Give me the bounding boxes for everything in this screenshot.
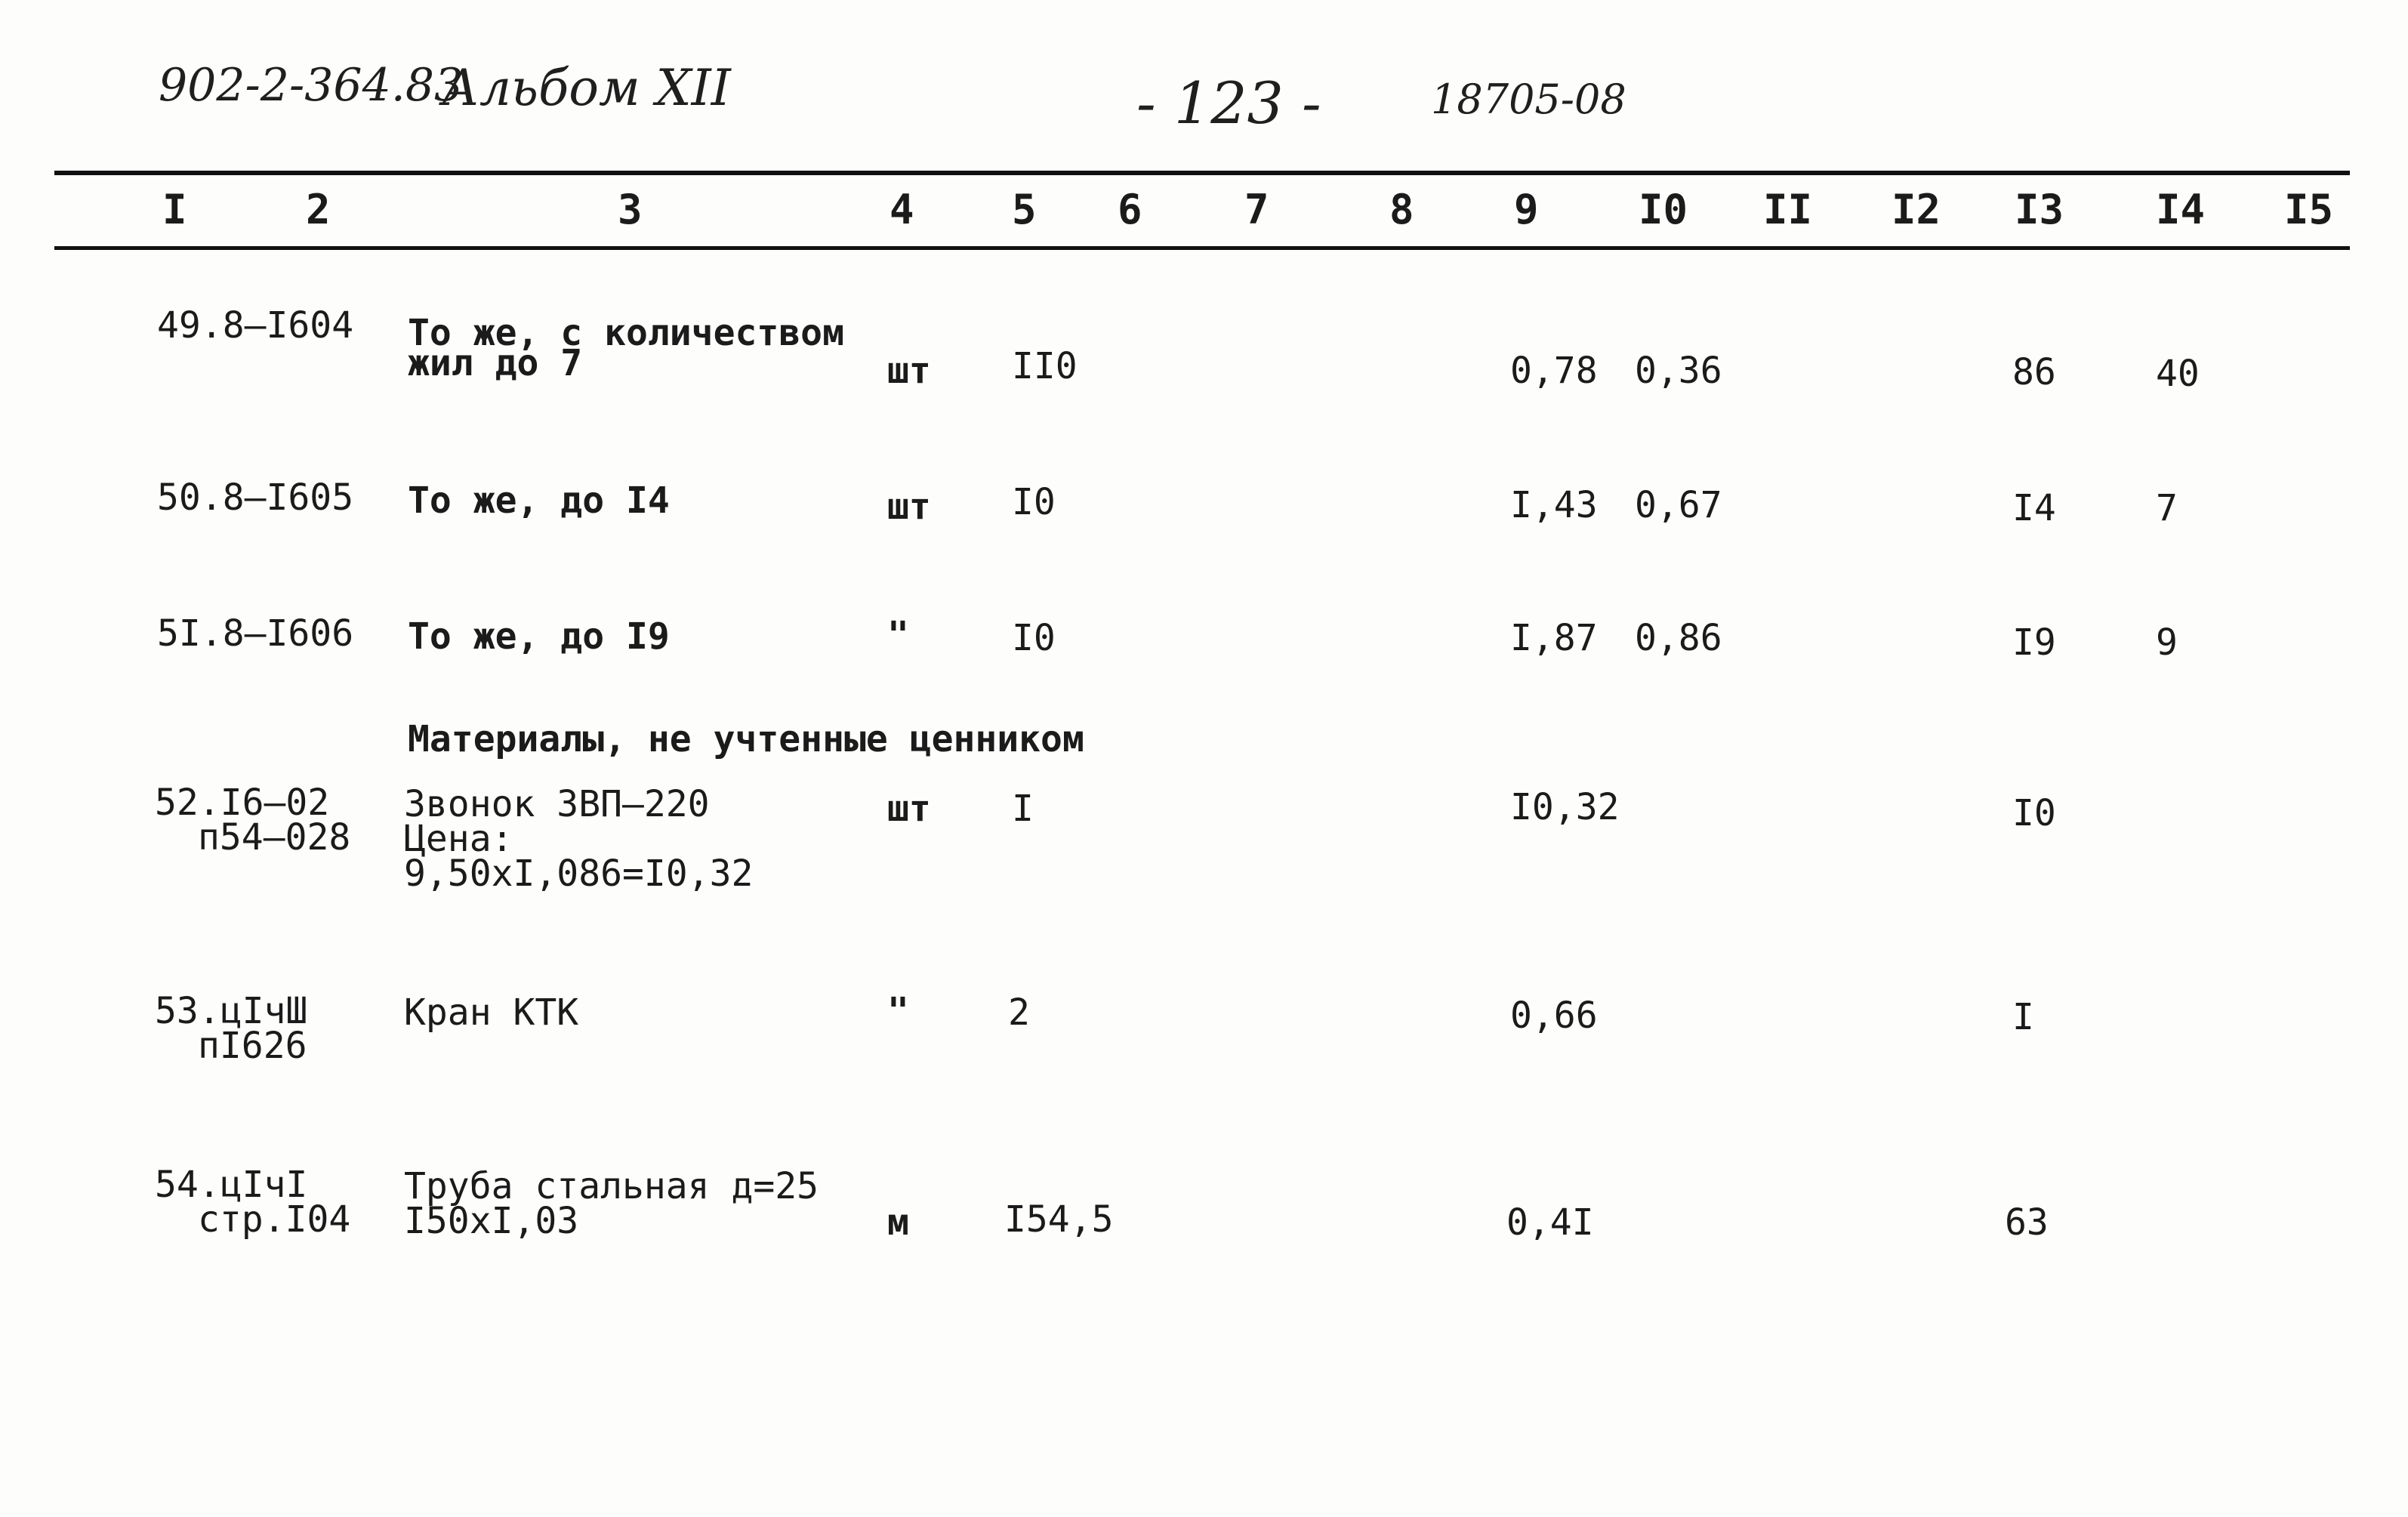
- row-col14: 9: [2156, 621, 2178, 664]
- row-quantity: II0: [1012, 345, 1078, 387]
- col-header-6: 6: [1118, 186, 1142, 233]
- row-unit: шт: [887, 788, 931, 830]
- col-header-5: 5: [1012, 186, 1037, 233]
- col-header-3: 3: [618, 186, 643, 233]
- col-header-4: 4: [890, 186, 914, 233]
- row-col13: I0: [2012, 792, 2056, 834]
- row-col13: I9: [2012, 621, 2056, 664]
- row-description-line: 9,50xI,086=I0,32: [404, 853, 754, 895]
- row-col10: 0,36: [1635, 350, 1722, 392]
- row-code: 52.I6–02: [155, 782, 330, 824]
- row-col9: I,87: [1510, 617, 1598, 659]
- col-header-9: 9: [1514, 186, 1539, 233]
- row-code: 50.8–I605: [157, 476, 354, 519]
- row-col9: 0,78: [1510, 350, 1598, 392]
- row-col10: 0,67: [1635, 484, 1722, 526]
- row-description-line: Звонок ЗВП–220: [404, 783, 710, 825]
- row-quantity: I54,5: [1004, 1198, 1114, 1241]
- page-number: - 123 -: [1136, 69, 1321, 137]
- col-header-7: 7: [1244, 186, 1269, 233]
- col-header-15: I5: [2284, 186, 2334, 233]
- row-description-line: Кран КТК: [404, 991, 579, 1034]
- row-code-ref: пI626: [198, 1025, 307, 1067]
- row-description-line: Цена:: [404, 818, 513, 860]
- row-col9: 0,66: [1510, 994, 1598, 1037]
- row-col13: I: [2012, 996, 2034, 1038]
- row-description-line: жил до 7: [408, 342, 583, 384]
- archive-code: 18705-08: [1431, 76, 1626, 123]
- row-unit: ": [887, 990, 909, 1032]
- row-quantity: I0: [1012, 617, 1056, 659]
- row-unit: шт: [887, 350, 931, 392]
- album-label: Альбом XII: [442, 59, 731, 117]
- col-header-10: I0: [1639, 186, 1688, 233]
- col-header-11: II: [1763, 186, 1813, 233]
- col-header-14: I4: [2156, 186, 2206, 233]
- row-col13: 86: [2012, 351, 2056, 393]
- row-col13: 63: [2005, 1201, 2049, 1244]
- row-unit: шт: [887, 486, 931, 528]
- table-top-rule: [54, 171, 2350, 175]
- col-header-8: 8: [1389, 186, 1414, 233]
- col-header-13: I3: [2015, 186, 2064, 233]
- row-code: 5I.8–I606: [157, 612, 354, 655]
- row-quantity: 2: [1008, 991, 1030, 1034]
- row-quantity: I: [1012, 788, 1034, 830]
- row-description-line: Труба стальная д=25: [404, 1165, 819, 1207]
- col-header-2: 2: [306, 186, 331, 233]
- col-header-12: I2: [1892, 186, 1941, 233]
- row-unit: ": [887, 614, 909, 656]
- row-col10: 0,86: [1635, 617, 1722, 659]
- row-description-line: То же, до I9: [408, 615, 670, 658]
- row-code-ref: стр.I04: [198, 1198, 351, 1241]
- table-header-rule: [54, 246, 2350, 250]
- section-heading: Материалы, не учтенные ценником: [408, 718, 1084, 760]
- row-code: 53.цIчШ: [155, 990, 308, 1032]
- row-code: 54.цIчI: [155, 1164, 308, 1206]
- col-header-1: I: [162, 186, 187, 233]
- row-col9: 0,4I: [1506, 1201, 1594, 1244]
- row-description-line: То же, до I4: [408, 479, 670, 522]
- row-description-line: То же, с количеством: [408, 312, 844, 354]
- row-code-ref: п54–028: [198, 816, 351, 859]
- row-unit: м: [887, 1201, 909, 1244]
- row-col14: 7: [2156, 487, 2178, 529]
- doc-code: 902-2-364.83: [159, 59, 464, 112]
- row-col9: I,43: [1510, 484, 1598, 526]
- row-code: 49.8–I604: [157, 304, 354, 347]
- row-description-line: I50xI,03: [404, 1200, 579, 1242]
- row-col9: I0,32: [1510, 786, 1620, 828]
- row-col14: 40: [2156, 353, 2200, 395]
- row-col13: I4: [2012, 487, 2056, 529]
- row-quantity: I0: [1012, 481, 1056, 523]
